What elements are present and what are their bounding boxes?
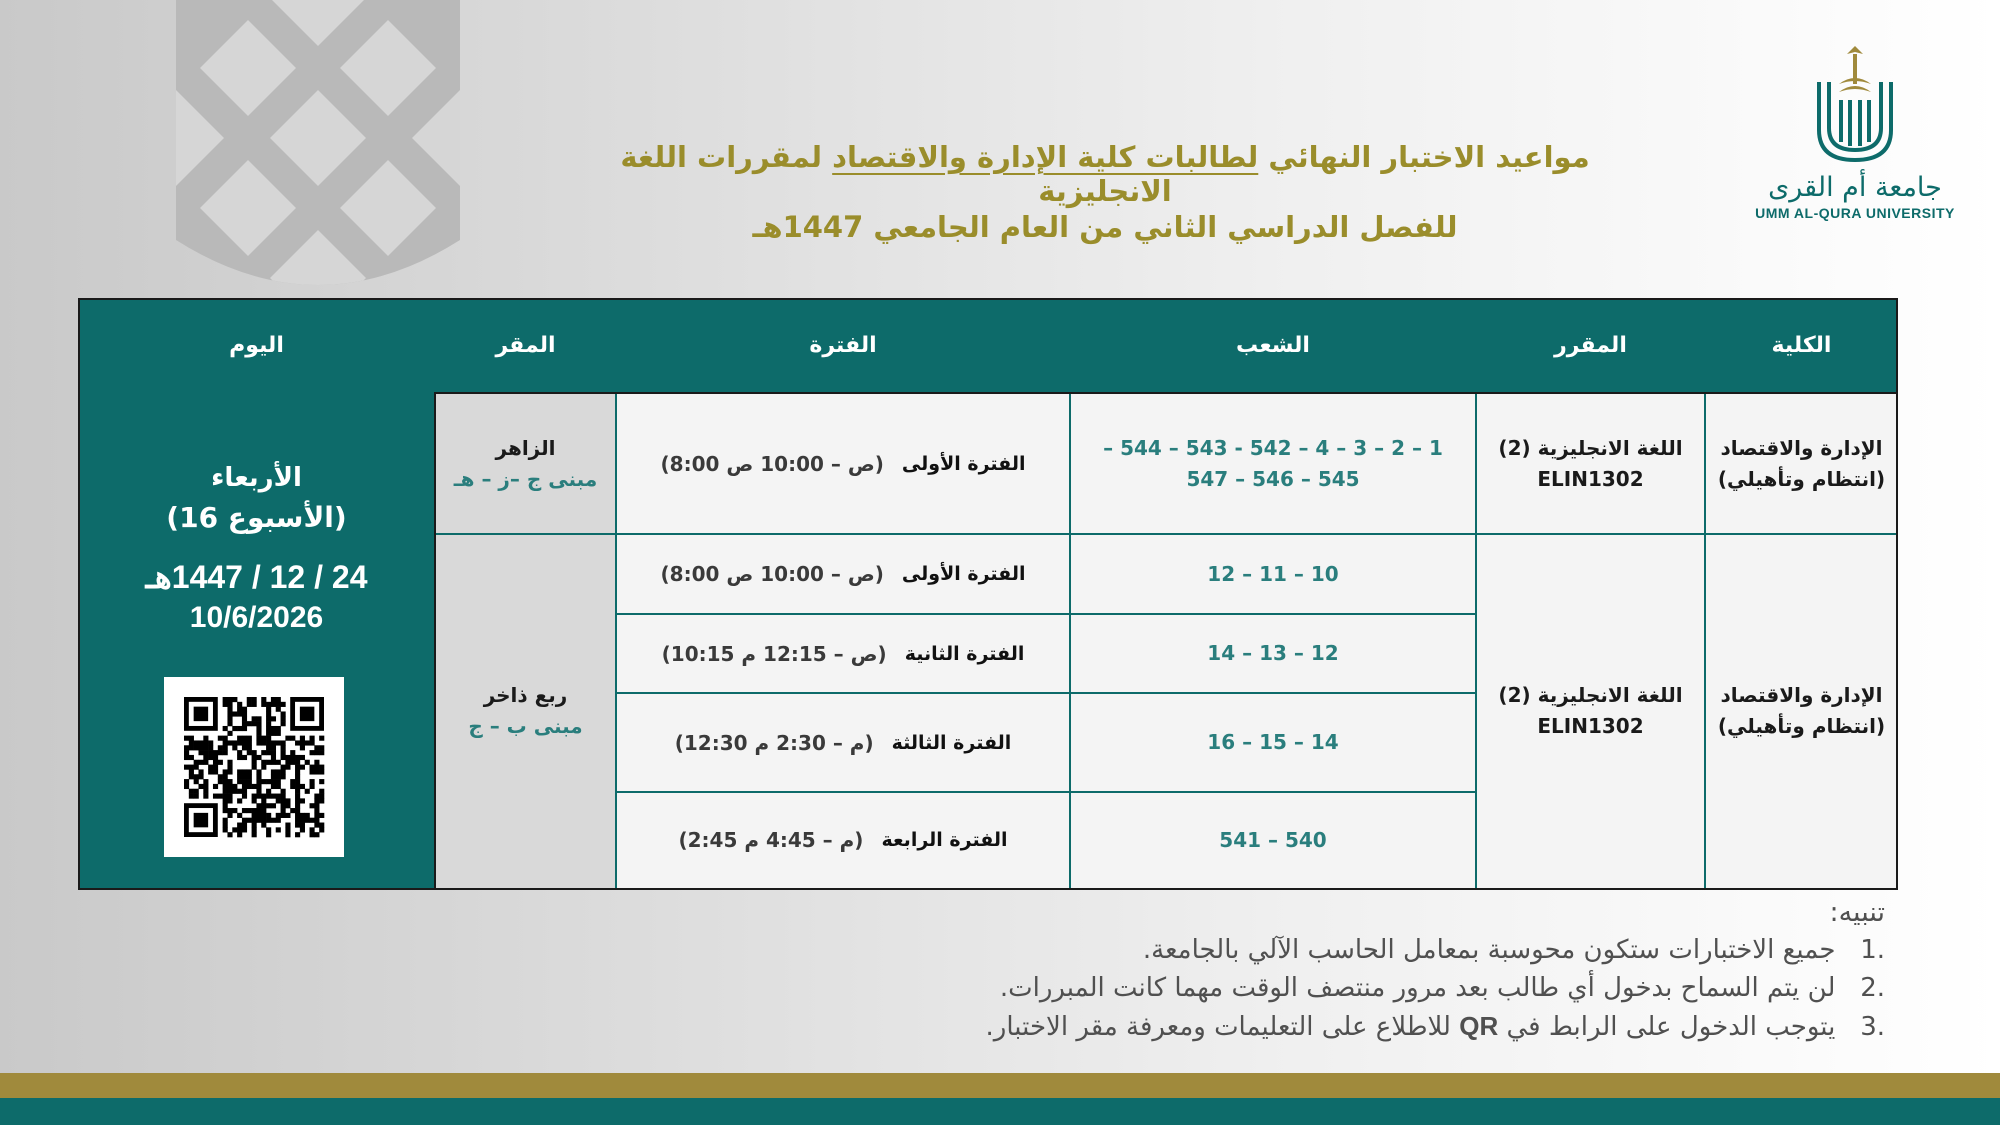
exam-schedule-table [78,298,1898,890]
hijri-date: 24 / 12 / 1447هـ [145,559,368,595]
footer-teal-band [0,1098,2000,1125]
period-name: الفترة الأولى [901,452,1026,475]
university-logo [1735,42,1975,232]
period-cell [616,693,1070,792]
notes-heading: تنبيه: [1829,897,1885,928]
gregorian-date: 10/6/2026 [189,601,324,634]
week-number: (الأسبوع 16) [166,501,347,534]
note-number: .1 [1860,935,1885,965]
period-name: الفترة الأولى [901,563,1026,585]
note-number: .3 [1860,1012,1885,1042]
period-name: الفترة الرابعة [881,829,1008,851]
period-cell [616,534,1070,614]
university-emblem-icon [1805,42,1905,167]
period-time: (8:00 ص – 10:00 ص) [660,562,884,586]
location-name: ربع ذاخر [483,683,568,707]
note-text: يتوجب الدخول على الرابط في [1498,1012,1836,1042]
day-name: الأربعاء [211,463,302,493]
course-code: ELIN1302 [1537,714,1644,738]
logo-arabic-text: جامعة أم القرى [1768,172,1942,203]
period-cell [616,792,1070,888]
header-location: المقر [495,333,556,358]
page-subtitle: للفصل الدراسي الثاني من العام الجامعي 1447هـ [752,210,1458,244]
note-text: لن يتم السماح بدخول أي طالب بعد مرور منتصف الوقت مهما كانت المبررات. [999,973,1836,1003]
course-cell [1476,393,1705,534]
college-cell [1705,393,1898,534]
title-underlined-part: لطالبات كلية الإدارة والاقتصاد [832,140,1259,174]
period-cell [616,393,1070,534]
footer-gold-band [0,1073,2000,1098]
title-part: لمقررات اللغة الانجليزية [620,140,1172,208]
period-name: الفترة الثانية [904,642,1025,665]
header-period: الفترة [809,333,877,358]
note-text: للاطلاع على التعليمات ومعرفة مقر الاختبار. [985,1012,1460,1042]
college-cell [1705,534,1898,888]
day-cell [78,458,435,658]
note-text: جميع الاختبارات ستكون محوسبة بمعامل الحاسب الآلي بالجامعة. [1142,935,1836,965]
course-cell [1476,534,1705,888]
qr-keyword: QR [1459,1011,1499,1041]
location-cell [435,393,616,534]
sections-cell: 10 – 11 – 12 [1207,561,1339,586]
header-college: الكلية [1771,333,1832,358]
location-cell [435,534,616,888]
title-part: مواعيد الاختبار النهائي [1258,140,1590,174]
location-name: الزاهر [495,435,556,460]
period-name: الفترة الثالثة [891,731,1012,754]
decorative-lattice-pattern [176,0,460,292]
qr-code-icon[interactable] [164,677,344,857]
sections-cell [1070,393,1476,534]
college-name: الإدارة والاقتصاد [1720,435,1883,460]
qr-code[interactable] [164,677,344,857]
sections-text: 545 – 546 – 547 [1186,466,1360,491]
notes-section [885,895,1885,1046]
location-building: مبنى ب – ج [468,714,583,738]
period-time: (12:30 م – 2:30 م) [674,730,874,755]
note-item [885,969,1885,1007]
page-title [560,140,1650,208]
course-code: ELIN1302 [1537,466,1644,491]
sections-text: 1 – 2 – 3 – 4 – 542 - 543 – 544 – [1103,435,1443,460]
header-day: اليوم [229,333,284,358]
location-building: مبنى ج –ز – هـ [453,466,598,491]
period-time: (8:00 ص – 10:00 ص) [660,451,884,476]
course-name: اللغة الانجليزية (2) [1498,435,1683,460]
college-type: (انتظام وتأهيلي) [1717,714,1886,738]
sections-cell: 540 – 541 [1219,827,1327,852]
period-time: (2:45 م – 4:45 م) [678,828,864,852]
period-time: (10:15 ص – 12:15 م) [661,641,887,666]
header-sections: الشعب [1236,333,1310,358]
course-name: اللغة الانجليزية (2) [1498,683,1683,707]
period-cell [616,614,1070,693]
college-type: (انتظام وتأهيلي) [1717,466,1886,491]
note-number: .2 [1860,973,1885,1003]
note-item [885,931,1885,969]
college-name: الإدارة والاقتصاد [1720,683,1883,707]
header-course: المقرر [1554,333,1627,358]
logo-english-text: UMM AL-QURA UNIVERSITY [1755,205,1955,221]
sections-cell: 12 – 13 – 14 [1207,641,1339,665]
note-item [885,1007,1885,1046]
sections-cell: 14 – 15 – 16 [1207,730,1339,754]
